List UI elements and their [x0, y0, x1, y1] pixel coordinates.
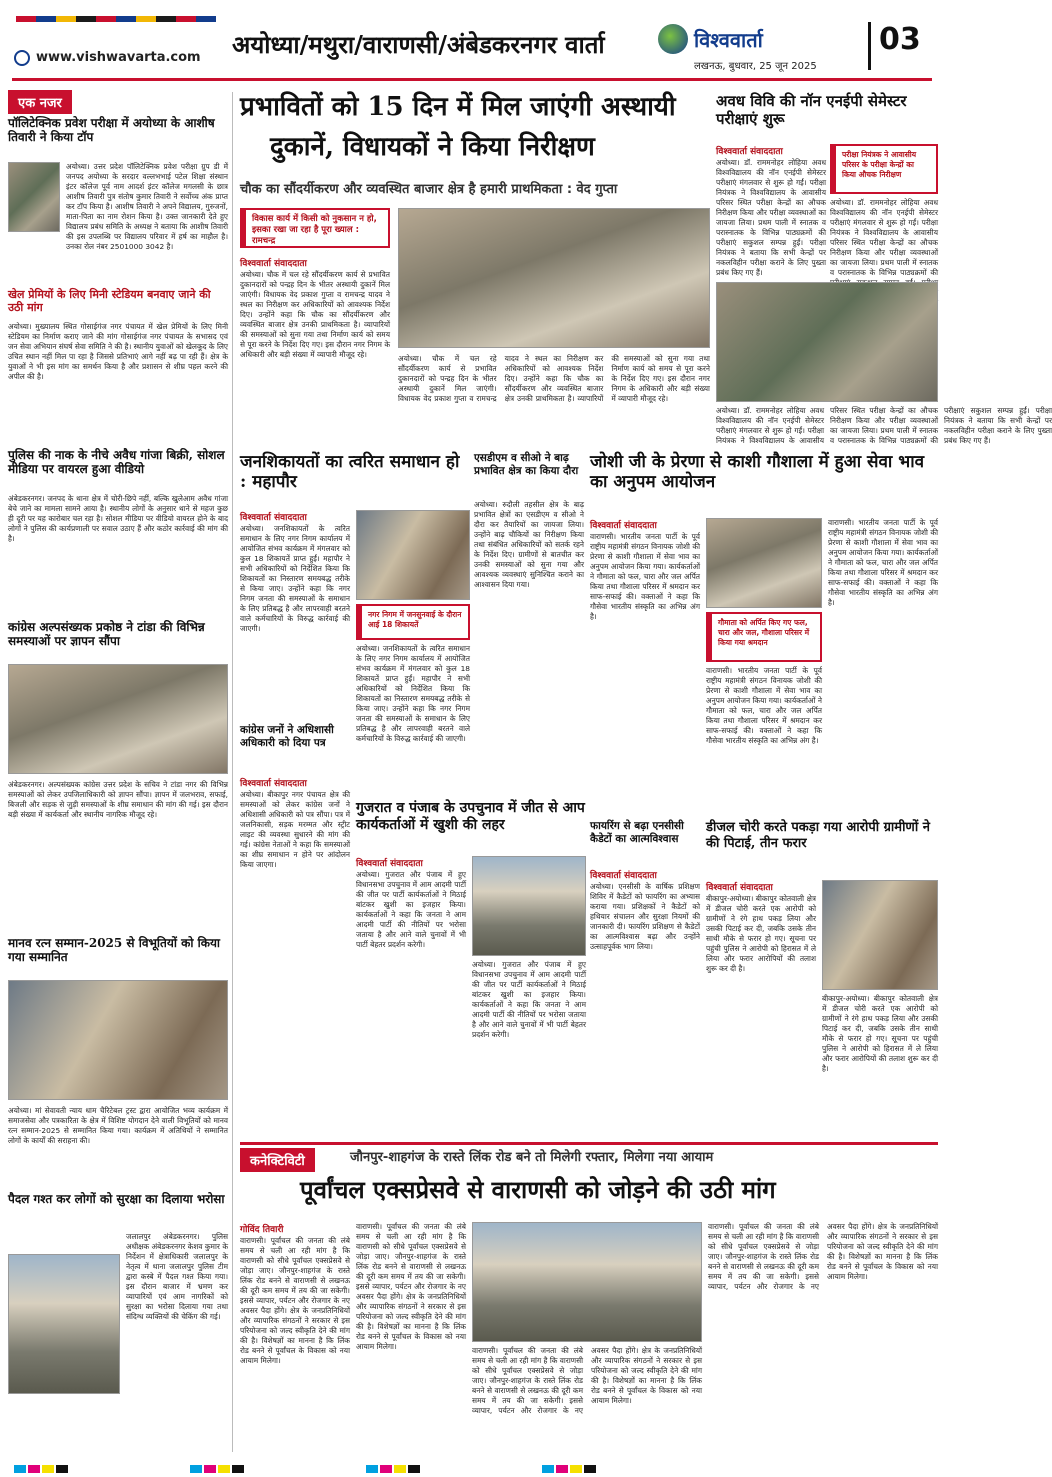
- brief-headline: पैदल गश्त कर लोगों को सुरक्षा का दिलाया भरोसा: [8, 1192, 225, 1206]
- swatch-magenta: [380, 1465, 392, 1473]
- section-label-ek-nazar: एक नजर: [8, 90, 72, 114]
- aap-body: अयोध्या। गुजरात और पंजाब में हुए विधानसभा उपचुनाव में आम आदमी पार्टी की जीत पर पार्टी कार्यकर्ताओं ने मिठाई बांटकर खुशी का इजहार किया। कार्यकर्ताओं ने कहा कि जनता ने आम आदमी पार्टी की नीतियों पर भरोसा जताया है और आने वाले चुनावों में भी पार्टी बेहतर प्रदर्शन करेगी।: [356, 870, 466, 949]
- mayor-photo: [356, 510, 470, 600]
- lead-body: अयोध्या। चौक में चल रहे सौंदर्यीकरण कार्य से प्रभावित दुकानदारों को पन्द्रह दिन के भीतर अस्थायी दुकानें मिल जाएंगी। विधायक वेद प्रकाश गुप्ता व रामचन्द्र यादव ने स्थल का निरीक्षण कर अधिकारियों को आवश्यक निर्देश दिए। उन्होंने कहा कि चौक का सौंदर्यीकरण और व्यवस्थित बाजार क्षेत्र उनकी प्राथमिकता है। व्यापारियों की समस्याओं को सुना गया तथा निर्माण कार्य को समय से पूरा करने के निर्देश दिए गए। इस दौरान नगर निगम के अधिकारी और बड़ी संख्या में व्यापारी मौजूद रहे।: [240, 270, 390, 359]
- swatch-black: [232, 1465, 244, 1473]
- lead-byline: विश्ववार्ता संवाददाता: [240, 259, 307, 269]
- aap-headline: गुजरात व पंजाब के उपचुनाव में जीत से आप कार्यकर्ताओं में खुशी की लहर: [356, 800, 585, 833]
- lead-story: [240, 92, 710, 472]
- mayor-body: अयोध्या। जनशिकायतों के त्वरित समाधान के लिए नगर निगम कार्यालय में आयोजित संभव कार्यक्रम में मंगलवार को कुल 18 शिकायतें प्राप्त हुईं। महापौर ने सभी अधिकारियों को निर्देशित किया कि शिकायतों का निस्तारण समयबद्ध तरीके से किया जाए। उन्होंने कहा कि नगर निगम जनता की समस्याओं के समाधान के लिए प्रतिबद्ध है और लापरवाही बरतने वाले कर्मचारियों के विरुद्ध कार्रवाई की जाएगी।: [240, 524, 350, 633]
- brief-body: अयोध्या। मां सेवावती न्याय धाम चैरिटेबल ट्रस्ट द्वारा आयोजित भव्य कार्यक्रम में समाजसेवा और पत्रकारिता के क्षेत्र में विशिष्ट योगदान देने वाली विभूतियों को मानव रत्न सम्मान-2025 से सम्मानित किया गया। कार्यक्रम में अतिथियों ने सम्मानित लोगों के कार्यों की सराहना की।: [8, 1106, 228, 1145]
- masthead: [0, 0, 945, 90]
- connectivity-body-cont: वाराणसी। पूर्वांचल की जनता की लंबे समय से चली आ रही मांग है कि वाराणसी को सीधे पूर्वांचल एक्सप्रेसवे से जोड़ा जाए। जौनपुर-शाहगंज के रास्ते लिंक रोड बनने से वाराणसी से लखनऊ की दूरी कम समय में तय की जा सकेगी। इससे व्यापार, पर्यटन और रोजगार के नए अवसर पैदा होंगे। क्षेत्र के जनप्रतिनिधियों और व्यापारिक संगठनों ने सरकार से इस परियोजना को जल्द स्वीकृति देने की मांग की है। विशेषज्ञों का मानना है कि लिंक रोड बनने से पूर्वांचल के विकास को नया आयाम मिलेगा।: [356, 1222, 466, 1351]
- swatch-magenta: [28, 1465, 40, 1473]
- swatch-magenta: [204, 1465, 216, 1473]
- page-number: 03: [879, 22, 921, 57]
- brief-headline: पॉलिटेक्निक प्रवेश परीक्षा में अयोध्या के आशीष तिवारी ने किया टॉप: [8, 116, 215, 145]
- university-byline: विश्ववार्ता संवाददाता: [716, 147, 783, 157]
- sdm-body: अयोध्या। रुदौली तहसील क्षेत्र के बाढ़ प्रभावित क्षेत्रों का एसडीएम व सीओ ने दौरा कर तैयारियों का जायजा लिया। उन्होंने बाढ़ चौकियों का निरीक्षण किया तथा संबंधित अधिकारियों को सतर्क रहने के निर्देश दिए। ग्रामीणों से बातचीत कर उनकी समस्याओं को सुना गया और आवश्यक व्यवस्थाएं सुनिश्चित कराने का आश्वासन दिया गया।: [474, 500, 584, 589]
- ncc-story: [590, 820, 700, 1140]
- dateline-city: लखनऊ,: [694, 61, 726, 72]
- ncc-headline: फायरिंग से बढ़ा एनसीसी कैडेटों का आत्मविश्वास: [590, 820, 684, 845]
- brief-body: अंबेडकरनगर। जनपद के थाना क्षेत्र में चोरी-छिपे नहीं, बल्कि खुलेआम अवैध गांजा बेचे जाने का मामला सामने आया है। स्थानीय लोगों के अनुसार थाने से महज कुछ ही दूरी पर यह कारोबार चल रहा है। सोशल मीडिया पर वीडियो वायरल होने के बाद लोगों ने पुलिस की कार्यप्रणाली पर सवाल उठाए हैं और कठोर कार्रवाई की मांग की है।: [8, 494, 228, 543]
- swatch-yellow: [570, 1465, 582, 1473]
- gaushala-story: [590, 452, 938, 812]
- mayor-caption: नगर निगम में जनसुनवाई के दौरान आई 18 शिकायतें: [356, 604, 470, 640]
- lead-headline-line2: दुकानें, विधायकों ने किया निरीक्षण: [270, 132, 595, 162]
- connectivity-story: [240, 1148, 938, 1448]
- swatch-cyan: [190, 1465, 202, 1473]
- gaushala-body: वाराणसी। भारतीय जनता पार्टी के पूर्व राष्ट्रीय महामंत्री संगठन विनायक जोशी की प्रेरणा से काशी गौशाला में सेवा भाव का अनुपम आयोजन किया गया। कार्यकर्ताओं ने गौमाता को फल, चारा और जल अर्पित किया तथा गौशाला परिसर में श्रमदान कर साफ-सफाई की। वक्ताओं ने कहा कि गौसेवा भारतीय संस्कृति का अभिन्न अंग है।: [590, 532, 700, 621]
- diesel-body: बीकापुर-अयोध्या। बीकापुर कोतवाली क्षेत्र में डीजल चोरी करते एक आरोपी को ग्रामीणों ने रंगे हाथ पकड़ लिया और उसकी पिटाई कर दी, जबकि उसके तीन साथी मौके से फरार हो गए। सूचना पर पहुंची पुलिस ने आरोपी को हिरासत में ले लिया और फरार आरोपियों की तलाश शुरू कर दी है।: [706, 894, 816, 973]
- brief-headline: कांग्रेस अल्पसंख्यक प्रकोष्ठ ने टांडा की विभिन्न समस्याओं पर ज्ञापन सौंपा: [8, 620, 205, 649]
- diesel-story: [706, 820, 938, 1140]
- brief-body: अयोध्या। उत्तर प्रदेश पॉलिटेक्निक प्रवेश परीक्षा ग्रुप डी में जनपद अयोध्या के सरदार वल्लभभाई पटेल शिक्षा संस्थान इंटर कॉलेज पूर्व नाम आदर्श इंटर कॉलेज मगलसी के छात्र आशीष तिवारी पुत्र संतोष कुमार तिवारी ने सर्वोच्च अंक प्राप्त कर टॉप किया है। आशीष तिवारी ने अपने विद्यालय, गुरुजनों, माता-पिता का नाम रोशन किया है। उक्त जानकारी देते हुए विद्यालय प्रबंध समिति के अध्यक्ष ने बताया कि आशीष तिवारी की इस उपलब्धि पर विद्यालय परिवार में हर्ष का माहौल है। उनका रोल नंबर 2501000 3042 है।: [66, 162, 228, 251]
- connectivity-headline: पूर्वांचल एक्सप्रेसवे से वाराणसी को जोड़ने की उठी मांग: [300, 1175, 776, 1204]
- aap-body-cont: अयोध्या। गुजरात और पंजाब में हुए विधानसभा उपचुनाव में आम आदमी पार्टी की जीत पर पार्टी कार्यकर्ताओं ने मिठाई बांटकर खुशी का इजहार किया। कार्यकर्ताओं ने कहा कि जनता ने आम आदमी पार्टी की नीतियों पर भरोसा जताया है और आने वाले चुनावों में भी पार्टी बेहतर प्रदर्शन करेगी।: [472, 960, 586, 1039]
- lead-subheadline: चौक का सौंदर्यीकरण और व्यवस्थित बाजार क्षेत्र है हमारी प्राथमिकता : वेद गुप्ता: [240, 182, 618, 197]
- header-rule: [12, 78, 932, 81]
- diesel-headline: डीजल चोरी करते पकड़ा गया आरोपी ग्रामीणों ने की पिटाई, तीन फरार: [706, 820, 930, 851]
- column-divider: [232, 92, 233, 1452]
- aap-photo: [472, 856, 586, 956]
- mayor-headline: जनशिकायतों का त्वरित समाधान हो : महापौर: [240, 452, 460, 493]
- brief-body: अयोध्या। मुख्यालय स्थित गोसाईगंज नगर पंचायत में खेल प्रेमियों के लिए मिनी स्टेडियम का निर्माण कराए जाने की मांग गोसाईगंज नगर पंचायत के सभासद एवं जन सेवा अभियान संघर्ष सेवा समिति ने की है। स्थानीय युवाओं को खेलकूद के लिए उचित स्थान नहीं मिल पा रहा है जिससे प्रतिभाएं आगे नहीं बढ़ पा रही हैं। क्षेत्र के युवाओं ने भी इस मांग का समर्थन किया है और प्रशासन से शीघ्र पहल करने की अपील की है।: [8, 322, 228, 381]
- brief-headline: मानव रत्न सम्मान-2025 से विभूतियों को किया गया सम्मानित: [8, 936, 221, 965]
- patrol-photo: [8, 1254, 120, 1394]
- mayor-byline: विश्ववार्ता संवाददाता: [240, 513, 307, 523]
- swatch-black: [584, 1465, 596, 1473]
- connectivity-kicker: जौनपुर-शाहगंज के रास्ते लिंक रोड बने तो मिलेगी रफ्तार, मिलेगा नया आयाम: [350, 1150, 714, 1165]
- congress-headline: कांग्रेस जनों ने अधिशासी अधिकारी को दिया पत्र: [240, 724, 334, 749]
- university-story: [716, 92, 1052, 452]
- swatch-cyan: [542, 1465, 554, 1473]
- aap-byline: विश्ववार्ता संवाददाता: [356, 859, 423, 869]
- diesel-photo: [822, 880, 938, 990]
- brief-headline: खेल प्रेमियों के लिए मिनी स्टेडियम बनवाए जाने की उठी मांग: [8, 288, 211, 315]
- swatch-black: [408, 1465, 420, 1473]
- student-photo: [8, 162, 60, 232]
- left-column: [8, 90, 228, 1460]
- swatch-magenta: [556, 1465, 568, 1473]
- connectivity-label: कनेक्टिविटी: [240, 1148, 315, 1172]
- university-body: अयोध्या। डॉ. राममनोहर लोहिया अवध विश्वविद्यालय की नॉन एनईपी सेमेस्टर परीक्षाएं मंगलवार से शुरू हो गईं। परीक्षा नियंत्रक ने विश्वविद्यालय के आवासीय परिसर स्थित परीक्षा केन्द्रों का औचक निरीक्षण किया और परीक्षा व्यवस्थाओं का जायजा लिया। प्रथम पाली में स्नातक व परास्नातक के विभिन्न पाठ्यक्रमों की परीक्षाएं सकुशल सम्पन्न हुईं। परीक्षा नियंत्रक ने बताया कि सभी केन्द्रों पर नकलविहीन परीक्षा कराने के लिए पुख्ता प्रबंध किए गए हैं।: [716, 158, 826, 277]
- gaushala-headline: जोशी जी के प्रेरणा से काशी गौशाला में हुआ सेवा भाव का अनुपम आयोजन: [590, 452, 925, 493]
- lead-photo: [398, 208, 710, 348]
- congress-body: अयोध्या। बीकापुर नगर पंचायत क्षेत्र की समस्याओं को लेकर कांग्रेस जनों ने अधिशासी अधिकारी को पत्र सौंपा। पत्र में जलनिकासी, सड़क मरम्मत और स्ट्रीट लाइट की व्यवस्था सुधारने की मांग की गई। कांग्रेस नेताओं ने कहा कि समस्याओं का शीघ्र समाधान न होने पर आंदोलन किया जाएगा।: [240, 790, 350, 869]
- brand-logo: विश्ववार्ता: [694, 28, 763, 52]
- gaushala-body-cont: वाराणसी। भारतीय जनता पार्टी के पूर्व राष्ट्रीय महामंत्री संगठन विनायक जोशी की प्रेरणा से काशी गौशाला में सेवा भाव का अनुपम आयोजन किया गया। कार्यकर्ताओं ने गौमाता को फल, चारा और जल अर्पित किया तथा गौशाला परिसर में श्रमदान कर साफ-सफाई की। वक्ताओं ने कहा कि गौसेवा भारतीय संस्कृति का अभिन्न अंग है।: [828, 518, 938, 607]
- ncc-body: अयोध्या। एनसीसी के वार्षिक प्रशिक्षण शिविर में कैडेटों को फायरिंग का अभ्यास कराया गया। प्रशिक्षकों ने कैडेटों को हथियार संचालन और सुरक्षा नियमों की जानकारी दी। फायरिंग प्रशिक्षण से कैडेटों का आत्मविश्वास बढ़ा और उन्होंने उत्साहपूर्वक भाग लिया।: [590, 882, 700, 951]
- expressway-photo: [472, 1222, 702, 1342]
- university-body-cont: अयोध्या। डॉ. राममनोहर लोहिया अवध विश्वविद्यालय की नॉन एनईपी सेमेस्टर परीक्षाएं मंगलवार से शुरू हो गईं। परीक्षा नियंत्रक ने विश्वविद्यालय के आवासीय परिसर स्थित परीक्षा केन्द्रों का औचक निरीक्षण किया और परीक्षा व्यवस्थाओं का जायजा लिया। प्रथम पाली में स्नातक व परास्नातक के विभिन्न पाठ्यक्रमों की: [830, 198, 938, 277]
- website-link[interactable]: www.vishwavarta.com: [36, 50, 201, 65]
- dateline: [694, 58, 864, 72]
- brief-body: अंबेडकरनगर। अल्पसंख्यक कांग्रेस उत्तर प्रदेश के सचिव ने टांडा नगर की विभिन्न समस्याओं को लेकर उपजिलाधिकारी को ज्ञापन सौंपा। ज्ञापन में जलभराव, सफाई, बिजली और सड़क से जुड़ी समस्याओं के शीघ्र समाधान की मांग की गई। इस दौरान बड़ी संख्या में कार्यकर्ता और स्थानीय नागरिक मौजूद रहे।: [8, 780, 228, 819]
- gaushala-photo: [706, 518, 822, 608]
- diesel-body-cont: बीकापुर-अयोध्या। बीकापुर कोतवाली क्षेत्र में डीजल चोरी करते एक आरोपी को ग्रामीणों ने रंगे हाथ पकड़ लिया और उसकी पिटाई कर दी, जबकि उसके तीन साथी मौके से फरार हो गए। सूचना पर पहुंची पुलिस ने आरोपी को हिरासत में ले लिया और फरार आरोपियों की तलाश शुरू कर दी है।: [822, 994, 938, 1073]
- connectivity-body: वाराणसी। पूर्वांचल की जनता की लंबे समय से चली आ रही मांग है कि वाराणसी को सीधे पूर्वांचल एक्सप्रेसवे से जोड़ा जाए। जौनपुर-शाहगंज के रास्ते लिंक रोड बनने से वाराणसी से लखनऊ की दूरी कम समय में तय की जा सकेगी। इससे व्यापार, पर्यटन और रोजगार के नए अवसर पैदा होंगे। क्षेत्र के जनप्रतिनिधियों और व्यापारिक संगठनों ने सरकार से इस परियोजना को जल्द स्वीकृति देने की मांग की है। विशेषज्ञों का मानना है कि लिंक रोड बनने से पूर्वांचल के विकास को नया आयाम मिलेगा।: [240, 1236, 350, 1365]
- ncc-byline: विश्ववार्ता संवाददाता: [590, 871, 657, 881]
- university-body-cont: अयोध्या। डॉ. राममनोहर लोहिया अवध विश्वविद्यालय की नॉन एनईपी सेमेस्टर परीक्षाएं मंगलवार से शुरू हो गईं। परीक्षा नियंत्रक ने विश्वविद्यालय के आवासीय परिसर स्थित परीक्षा केन्द्रों का औचक निरीक्षण किया और परीक्षा व्यवस्थाओं का जायजा लिया। प्रथम पाली में स्नातक व परास्नातक के विभिन्न पाठ्यक्रमों की परीक्षाएं सकुशल सम्पन्न हुईं। परीक्षा नियंत्रक ने बताया कि सभी केन्द्रों पर नकलविहीन परीक्षा कराने के लिए पुख्ता प्रबंध किए गए हैं।: [716, 406, 1052, 445]
- aap-story: [356, 800, 586, 1140]
- sdm-story: [474, 452, 584, 722]
- lead-quote: विकास कार्य में किसी को नुकसान न हो, इसका रखा जा रहा है पूरा ख्याल : रामचन्द्र: [240, 208, 390, 248]
- lead-body-cont: अयोध्या। चौक में चल रहे सौंदर्यीकरण कार्य से प्रभावित दुकानदारों को पन्द्रह दिन के भीतर अस्थायी दुकानें मिल जाएंगी। विधायक वेद प्रकाश गुप्ता व रामचन्द्र यादव ने स्थल का निरीक्षण कर अधिकारियों को आवश्यक निर्देश दिए। उन्होंने कहा कि चौक का सौंदर्यीकरण और व्यवस्थित बाजार क्षेत्र उनकी प्राथमिकता है। व्यापारियों की समस्याओं को सुना गया तथा निर्माण कार्य को समय से पूरा करने के निर्देश दिए गए। इस दौरान नगर निगम के अधिकारी और बड़ी संख्या में व्यापारी मौजूद रहे।: [398, 354, 710, 403]
- award-photo: [8, 980, 228, 1100]
- university-side-quote: परीक्षा नियंत्रक ने आवासीय परिसर के परीक्षा केन्द्रों का किया औचक निरीक्षण: [830, 144, 938, 194]
- registration-strip: [14, 1458, 934, 1468]
- diesel-byline: विश्ववार्ता संवाददाता: [706, 883, 773, 893]
- gaushala-byline: विश्ववार्ता संवाददाता: [590, 521, 657, 531]
- page-number-box: [868, 22, 928, 70]
- dateline-date: बुधवार, 25 जून 2025: [728, 61, 817, 72]
- color-strip: [16, 16, 216, 22]
- gaushala-body-cont: वाराणसी। भारतीय जनता पार्टी के पूर्व राष्ट्रीय महामंत्री संगठन विनायक जोशी की प्रेरणा से काशी गौशाला में सेवा भाव का अनुपम आयोजन किया गया। कार्यकर्ताओं ने गौमाता को फल, चारा और जल अर्पित किया तथा गौशाला परिसर में श्रमदान कर साफ-सफाई की। वक्ताओं ने कहा कि गौसेवा भारतीय संस्कृति का अभिन्न अंग है।: [706, 666, 822, 745]
- lead-headline-line1: प्रभावितों को 15 दिन में मिल जाएंगी अस्थायी: [240, 92, 676, 122]
- globe-icon: [14, 50, 30, 66]
- gaushala-caption: गौमाता को अर्पित किए गए फल, चारा और जल, गौशाला परिसर में किया गया श्रमदान: [706, 612, 822, 662]
- congress-story: [240, 724, 350, 1134]
- congress-photo: [8, 664, 228, 774]
- connectivity-body-cont: वाराणसी। पूर्वांचल की जनता की लंबे समय से चली आ रही मांग है कि वाराणसी को सीधे पूर्वांचल एक्सप्रेसवे से जोड़ा जाए। जौनपुर-शाहगंज के रास्ते लिंक रोड बनने से वाराणसी से लखनऊ की दूरी कम समय में तय की जा सकेगी। इससे व्यापार, पर्यटन और रोजगार के नए अवसर पैदा होंगे। क्षेत्र के जनप्रतिनिधियों और व्यापारिक संगठनों ने सरकार से इस परियोजना को जल्द स्वीकृति देने की मांग की है। विशेषज्ञों का मानना है कि लिंक रोड बनने से पूर्वांचल के विकास को नया आयाम मिलेगा।: [708, 1222, 938, 1291]
- swatch-cyan: [366, 1465, 378, 1473]
- connectivity-byline: गोविंद तिवारी: [240, 1225, 284, 1235]
- brief-headline: पुलिस की नाक के नीचे अवैध गांजा बिक्री, सोशल मीडिया पर वायरल हुआ वीडियो: [8, 448, 225, 477]
- swatch-cyan: [14, 1465, 26, 1473]
- congress-byline: विश्ववार्ता संवाददाता: [240, 779, 307, 789]
- mayor-body-cont: अयोध्या। जनशिकायतों के त्वरित समाधान के लिए नगर निगम कार्यालय में आयोजित संभव कार्यक्रम में मंगलवार को कुल 18 शिकायतें प्राप्त हुईं। महापौर ने सभी अधिकारियों को निर्देशित किया कि शिकायतों का निस्तारण समयबद्ध तरीके से किया जाए। उन्होंने कहा कि नगर निगम जनता की समस्याओं के समाधान के लिए प्रतिबद्ध है और लापरवाही बरतने वाले कर्मचारियों के विरुद्ध कार्रवाई की जाएगी।: [356, 644, 470, 743]
- swatch-yellow: [218, 1465, 230, 1473]
- sdm-headline: एसडीएम व सीओ ने बाढ़ प्रभावित क्षेत्र का किया दौरा: [474, 452, 579, 477]
- university-headline: अवध विवि की नॉन एनईपी सेमेस्टर परीक्षाएं शुरू: [716, 92, 907, 128]
- brief-body: जलालपुर अंबेडकरनगर। पुलिस अधीक्षक अंबेडकरनगर केशव कुमार के निर्देशन में क्षेत्राधिकारी जलालपुर के नेतृत्व में थाना जलालपुर पुलिस टीम द्वारा कस्बे में पैदल गश्त किया गया। इस दौरान बाजार में भ्रमण कर व्यापारियों एवं आम नागरिकों को सुरक्षा का भरोसा दिलाया गया तथा संदिग्ध व्यक्तियों की चेकिंग की गई।: [126, 1232, 228, 1321]
- logo-icon: [658, 24, 688, 54]
- connectivity-rule: [240, 1142, 938, 1145]
- swatch-yellow: [394, 1465, 406, 1473]
- swatch-yellow: [42, 1465, 54, 1473]
- university-photo: [716, 282, 938, 402]
- connectivity-body-cont: वाराणसी। पूर्वांचल की जनता की लंबे समय से चली आ रही मांग है कि वाराणसी को सीधे पूर्वांचल एक्सप्रेसवे से जोड़ा जाए। जौनपुर-शाहगंज के रास्ते लिंक रोड बनने से वाराणसी से लखनऊ की दूरी कम समय में तय की जा सकेगी। इससे व्यापार, पर्यटन और रोजगार के नए अवसर पैदा होंगे। क्षेत्र के जनप्रतिनिधियों और व्यापारिक संगठनों ने सरकार से इस परियोजना को जल्द स्वीकृति देने की मांग की है। विशेषज्ञों का मानना है कि लिंक रोड बनने से पूर्वांचल के विकास को नया आयाम मिलेगा।: [472, 1346, 702, 1415]
- page-title: अयोध्या/मथुरा/वाराणसी/अंबेडकरनगर वार्ता: [232, 30, 605, 59]
- swatch-black: [56, 1465, 68, 1473]
